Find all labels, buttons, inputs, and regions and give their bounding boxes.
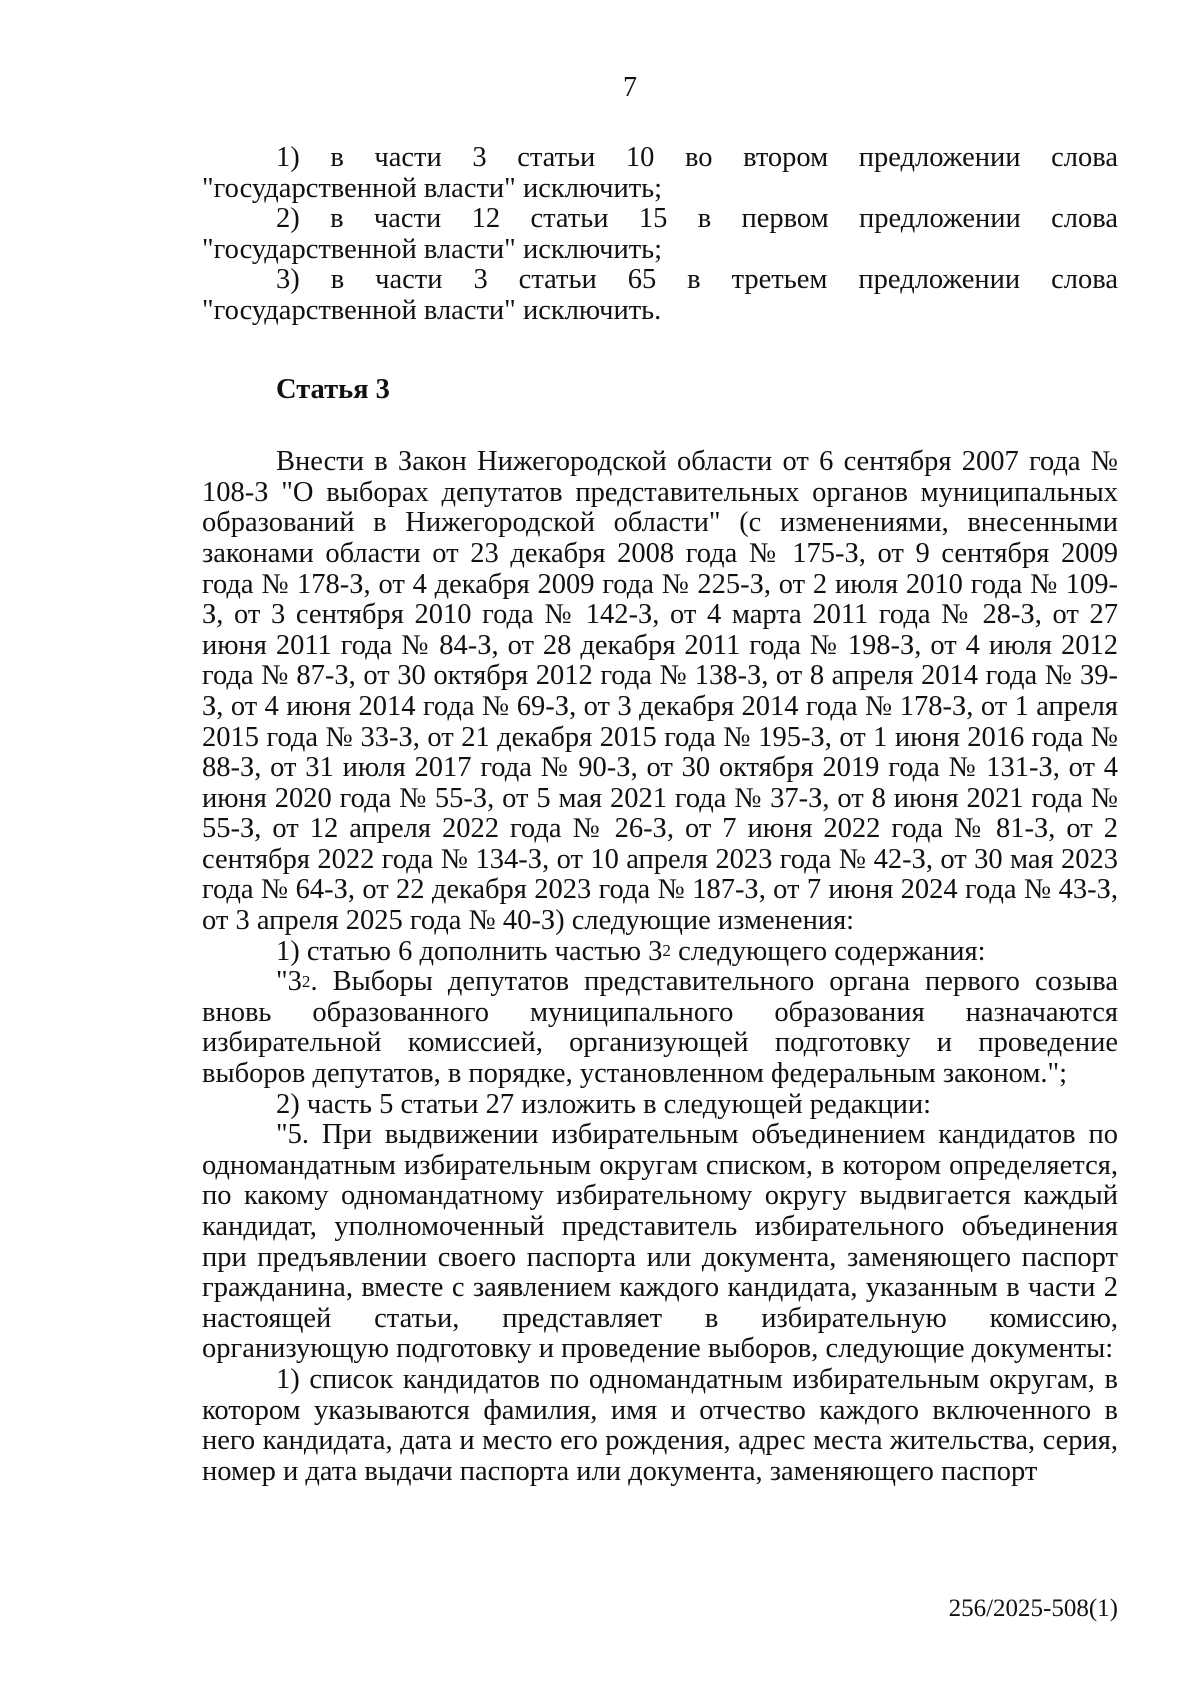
amendment-item-1: 1) в части 3 статьи 10 во втором предложении слова "государственной власти" исключить; xyxy=(202,142,1118,204)
change-1 xyxy=(202,937,1118,968)
superscript: 2 xyxy=(301,971,311,991)
article-heading: Статья 3 xyxy=(276,373,390,405)
change-2: 2) часть 5 статьи 27 изложить в следующей редакции: xyxy=(276,1088,931,1120)
intro-paragraph: Внести в Закон Нижегородской области от 6 сентября 2007 года № 108-З "О выборах депутатов представительных органов муниципальных образований в Нижегородской области" (с изменениями, внесенными законами области от 23 декабря 2008 года № 175-З, от 9 сентября 2009 года № 178-З, от 4 декабря 2009 года № 225-З, от 2 июля 2010 года № 109-З, от 3 сентября 2010 года № 142-З, от 4 марта 2011 года № 28-З, от 27 июня 2011 года № 84-З, от 28 декабря 2011 года № 198-З, от 4 июля 2012 года № 87-З, от 30 октября 2012 года № 138-З, от 8 апреля 2014 года № 39-З, от 4 июня 2014 года № 69-З, от 3 декабря 2014 года № 178-З, от 1 апреля 2015 года № 33-З, от 21 декабря 2015 года № 195-З, от 1 июня 2016 года № 88-З, от 31 июля 2017 года № 90-З, от 30 октября 2019 года № 131-З, от 4 июня 2020 года № 55-З, от 5 мая 2021 года № 37-З, от 8 июня 2021 года № 55-З, от 12 апреля 2022 года № 26-З, от 7 июня 2022 года № 81-З, от 2 сентября 2022 года № 134-З, от 10 апреля 2023 года № 42-З, от 30 мая 2023 года № 64-З, от 22 декабря 2023 года № 187-З, от 7 июня 2024 года № 43-З, от 3 апреля 2025 года № 40-З) следующие изменения: xyxy=(202,446,1118,937)
superscript: 2 xyxy=(662,941,671,961)
change-2-content: "5. При выдвижении избирательным объединением кандидатов по одномандатным избирательным округам списком, в котором определяется, по какому одномандатному избирательному округу выдвигается каждый кандидат, уполномоченный представитель избирательного объединения при предъявлении своего паспорта или документа, заменяющего паспорт гражданина, вместе с заявлением каждого кандидата, указанным в части 2 настоящей статьи, представляет в избирательную комиссию, организующую подготовку и проведение выборов, следующие документы: xyxy=(202,1119,1118,1365)
change-1-content xyxy=(202,967,1118,1089)
amendment-item-2: 2) в части 12 статьи 15 в первом предложении слова "государственной власти" исключить; xyxy=(202,203,1118,265)
change-1-text: 1) статью 6 дополнить частью 3 xyxy=(276,935,663,967)
amendment-item-3: 3) в части 3 статьи 65 в третьем предложении слова "государственной власти" исключить. xyxy=(202,264,1118,326)
page-number: 7 xyxy=(623,72,637,103)
document-body xyxy=(202,143,1118,1487)
change-1-content-prefix: "3 xyxy=(276,966,302,998)
document-code: 256/2025-508(1) xyxy=(948,1595,1118,1622)
change-1-text-end: следующего содержания: xyxy=(670,935,986,967)
change-2-list-item-1: 1) список кандидатов по одномандатным избирательным округам, в котором указываются фамилия, имя и отчество каждого включенного в него кандидата, дата и место его рождения, адрес места жительства, серия, номер и дата выдачи паспорта или документа, заменяющего паспорт xyxy=(202,1363,1118,1487)
change-1-content-body: . Выборы депутатов представительного органа первого созыва вновь образованного муниципального образования назначаются избирательной комиссией, организующей подготовку и проведение выборов депутатов, в порядке, установленном федеральным законом."; xyxy=(202,966,1118,1090)
